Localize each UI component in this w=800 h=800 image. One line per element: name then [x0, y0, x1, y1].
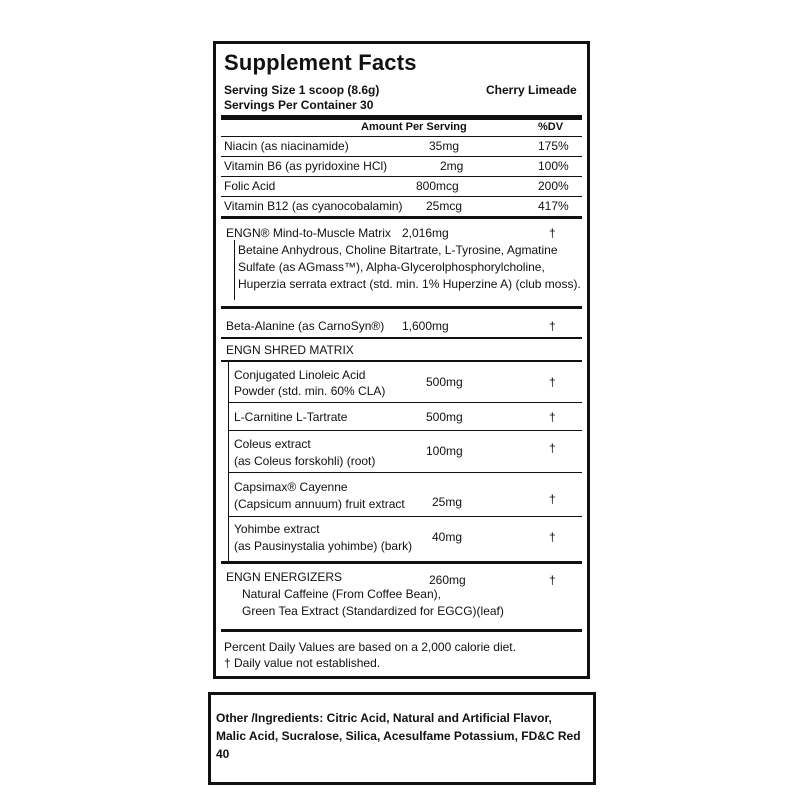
- divider: [221, 156, 582, 157]
- matrix-name: ENGN® Mind-to-Muscle Matrix: [226, 226, 391, 240]
- divider: [221, 176, 582, 177]
- energizers-dv: †: [549, 573, 556, 587]
- nutrient-amount: 800mcg: [416, 179, 459, 193]
- nutrient-dv: 417%: [538, 199, 569, 213]
- dv-column-header: %DV: [538, 121, 564, 133]
- nutrient-name: Beta-Alanine (as CarnoSyn®): [226, 319, 385, 333]
- shred-matrix-heading: ENGN SHRED MATRIX: [226, 343, 354, 357]
- energizers-description: Green Tea Extract (Standardized for EGCG)(leaf): [242, 604, 504, 618]
- serving-size: Serving Size 1 scoop (8.6g): [224, 83, 380, 97]
- divider: [221, 360, 582, 362]
- other-ingredients-text: [216, 709, 593, 763]
- ingredient-detail: (Capsicum annuum) fruit extract: [234, 497, 405, 511]
- nutrient-amount: 1,600mg: [402, 319, 449, 333]
- ingredient-dv: †: [549, 375, 556, 389]
- ingredient-amount: 40mg: [432, 530, 463, 544]
- ingredient-amount: 25mg: [432, 495, 463, 509]
- other-ingredients-box: [208, 692, 596, 785]
- thick-divider: [221, 115, 582, 120]
- divider: [221, 561, 582, 564]
- matrix-amount: 2,016mg: [402, 226, 449, 240]
- divider: [221, 196, 582, 197]
- ingredient-name: Conjugated Linoleic Acid: [234, 368, 366, 382]
- ingredient-dv: †: [549, 441, 556, 455]
- nutrient-dv: †: [549, 319, 556, 333]
- divider: [221, 216, 582, 219]
- divider: [228, 516, 582, 517]
- nutrient-amount: 2mg: [440, 159, 464, 173]
- ingredient-name: L-Carnitine L-Tartrate: [234, 410, 348, 424]
- dagger-note: † Daily value not established.: [224, 656, 381, 670]
- divider: [221, 337, 582, 339]
- panel-title: Supplement Facts: [224, 50, 417, 75]
- divider: [221, 136, 582, 137]
- ingredient-dv: †: [549, 492, 556, 506]
- other-ingredients-line: Malic Acid, Sucralose, Silica, Acesulfame Potassium, FD&C Red 40: [216, 729, 581, 761]
- indent-line: [234, 240, 235, 300]
- nutrient-dv: 100%: [538, 159, 569, 173]
- ingredient-amount: 100mg: [426, 444, 463, 458]
- divider: [221, 629, 582, 632]
- matrix-description: Sulfate (as AGmass™), Alpha-Glycerolphosphorylcholine,: [238, 260, 545, 274]
- other-ingredients-line: Other /Ingredients: Citric Acid, Natural and Artificial Flavor,: [216, 711, 552, 725]
- nutrient-name: Niacin (as niacinamide): [224, 139, 349, 153]
- indent-line: [228, 362, 229, 562]
- energizers-name: ENGN ENERGIZERS: [226, 570, 343, 584]
- matrix-description: Betaine Anhydrous, Choline Bitartrate, L-Tyrosine, Agmatine: [238, 243, 558, 257]
- nutrient-dv: 175%: [538, 139, 569, 153]
- nutrient-name: Folic Acid: [224, 179, 276, 193]
- flavor-name: Cherry Limeade: [486, 83, 577, 97]
- nutrient-amount: 25mcg: [426, 199, 463, 213]
- daily-value-note: Percent Daily Values are based on a 2,000 calorie diet.: [224, 640, 516, 654]
- servings-per-container: Servings Per Container 30: [224, 98, 374, 112]
- divider: [228, 430, 582, 431]
- ingredient-dv: †: [549, 410, 556, 424]
- divider: [221, 306, 582, 309]
- nutrient-amount: 35mg: [429, 139, 460, 153]
- matrix-description: Huperzia serrata extract (std. min. 1% Huperzine A) (club moss).: [238, 277, 581, 291]
- ingredient-amount: 500mg: [426, 410, 463, 424]
- divider: [228, 472, 582, 473]
- nutrient-dv: 200%: [538, 179, 569, 193]
- ingredient-detail: Powder (std. min. 60% CLA): [234, 384, 386, 398]
- ingredient-dv: †: [549, 530, 556, 544]
- supplement-facts-panel: [213, 41, 590, 679]
- ingredient-amount: 500mg: [426, 375, 463, 389]
- matrix-dv: †: [549, 226, 556, 240]
- ingredient-name: Coleus extract: [234, 437, 311, 451]
- divider: [228, 402, 582, 403]
- ingredient-name: Yohimbe extract: [234, 522, 320, 536]
- amount-column-header: Amount Per Serving: [361, 121, 467, 133]
- energizers-amount: 260mg: [429, 573, 466, 587]
- energizers-description: Natural Caffeine (From Coffee Bean),: [242, 587, 441, 601]
- ingredient-detail: (as Pausinystalia yohimbe) (bark): [234, 539, 413, 553]
- nutrient-name: Vitamin B6 (as pyridoxine HCl): [224, 159, 388, 173]
- ingredient-name: Capsimax® Cayenne: [234, 480, 348, 494]
- ingredient-detail: (as Coleus forskohli) (root): [234, 454, 376, 468]
- nutrient-name: Vitamin B12 (as cyanocobalamin): [224, 199, 403, 213]
